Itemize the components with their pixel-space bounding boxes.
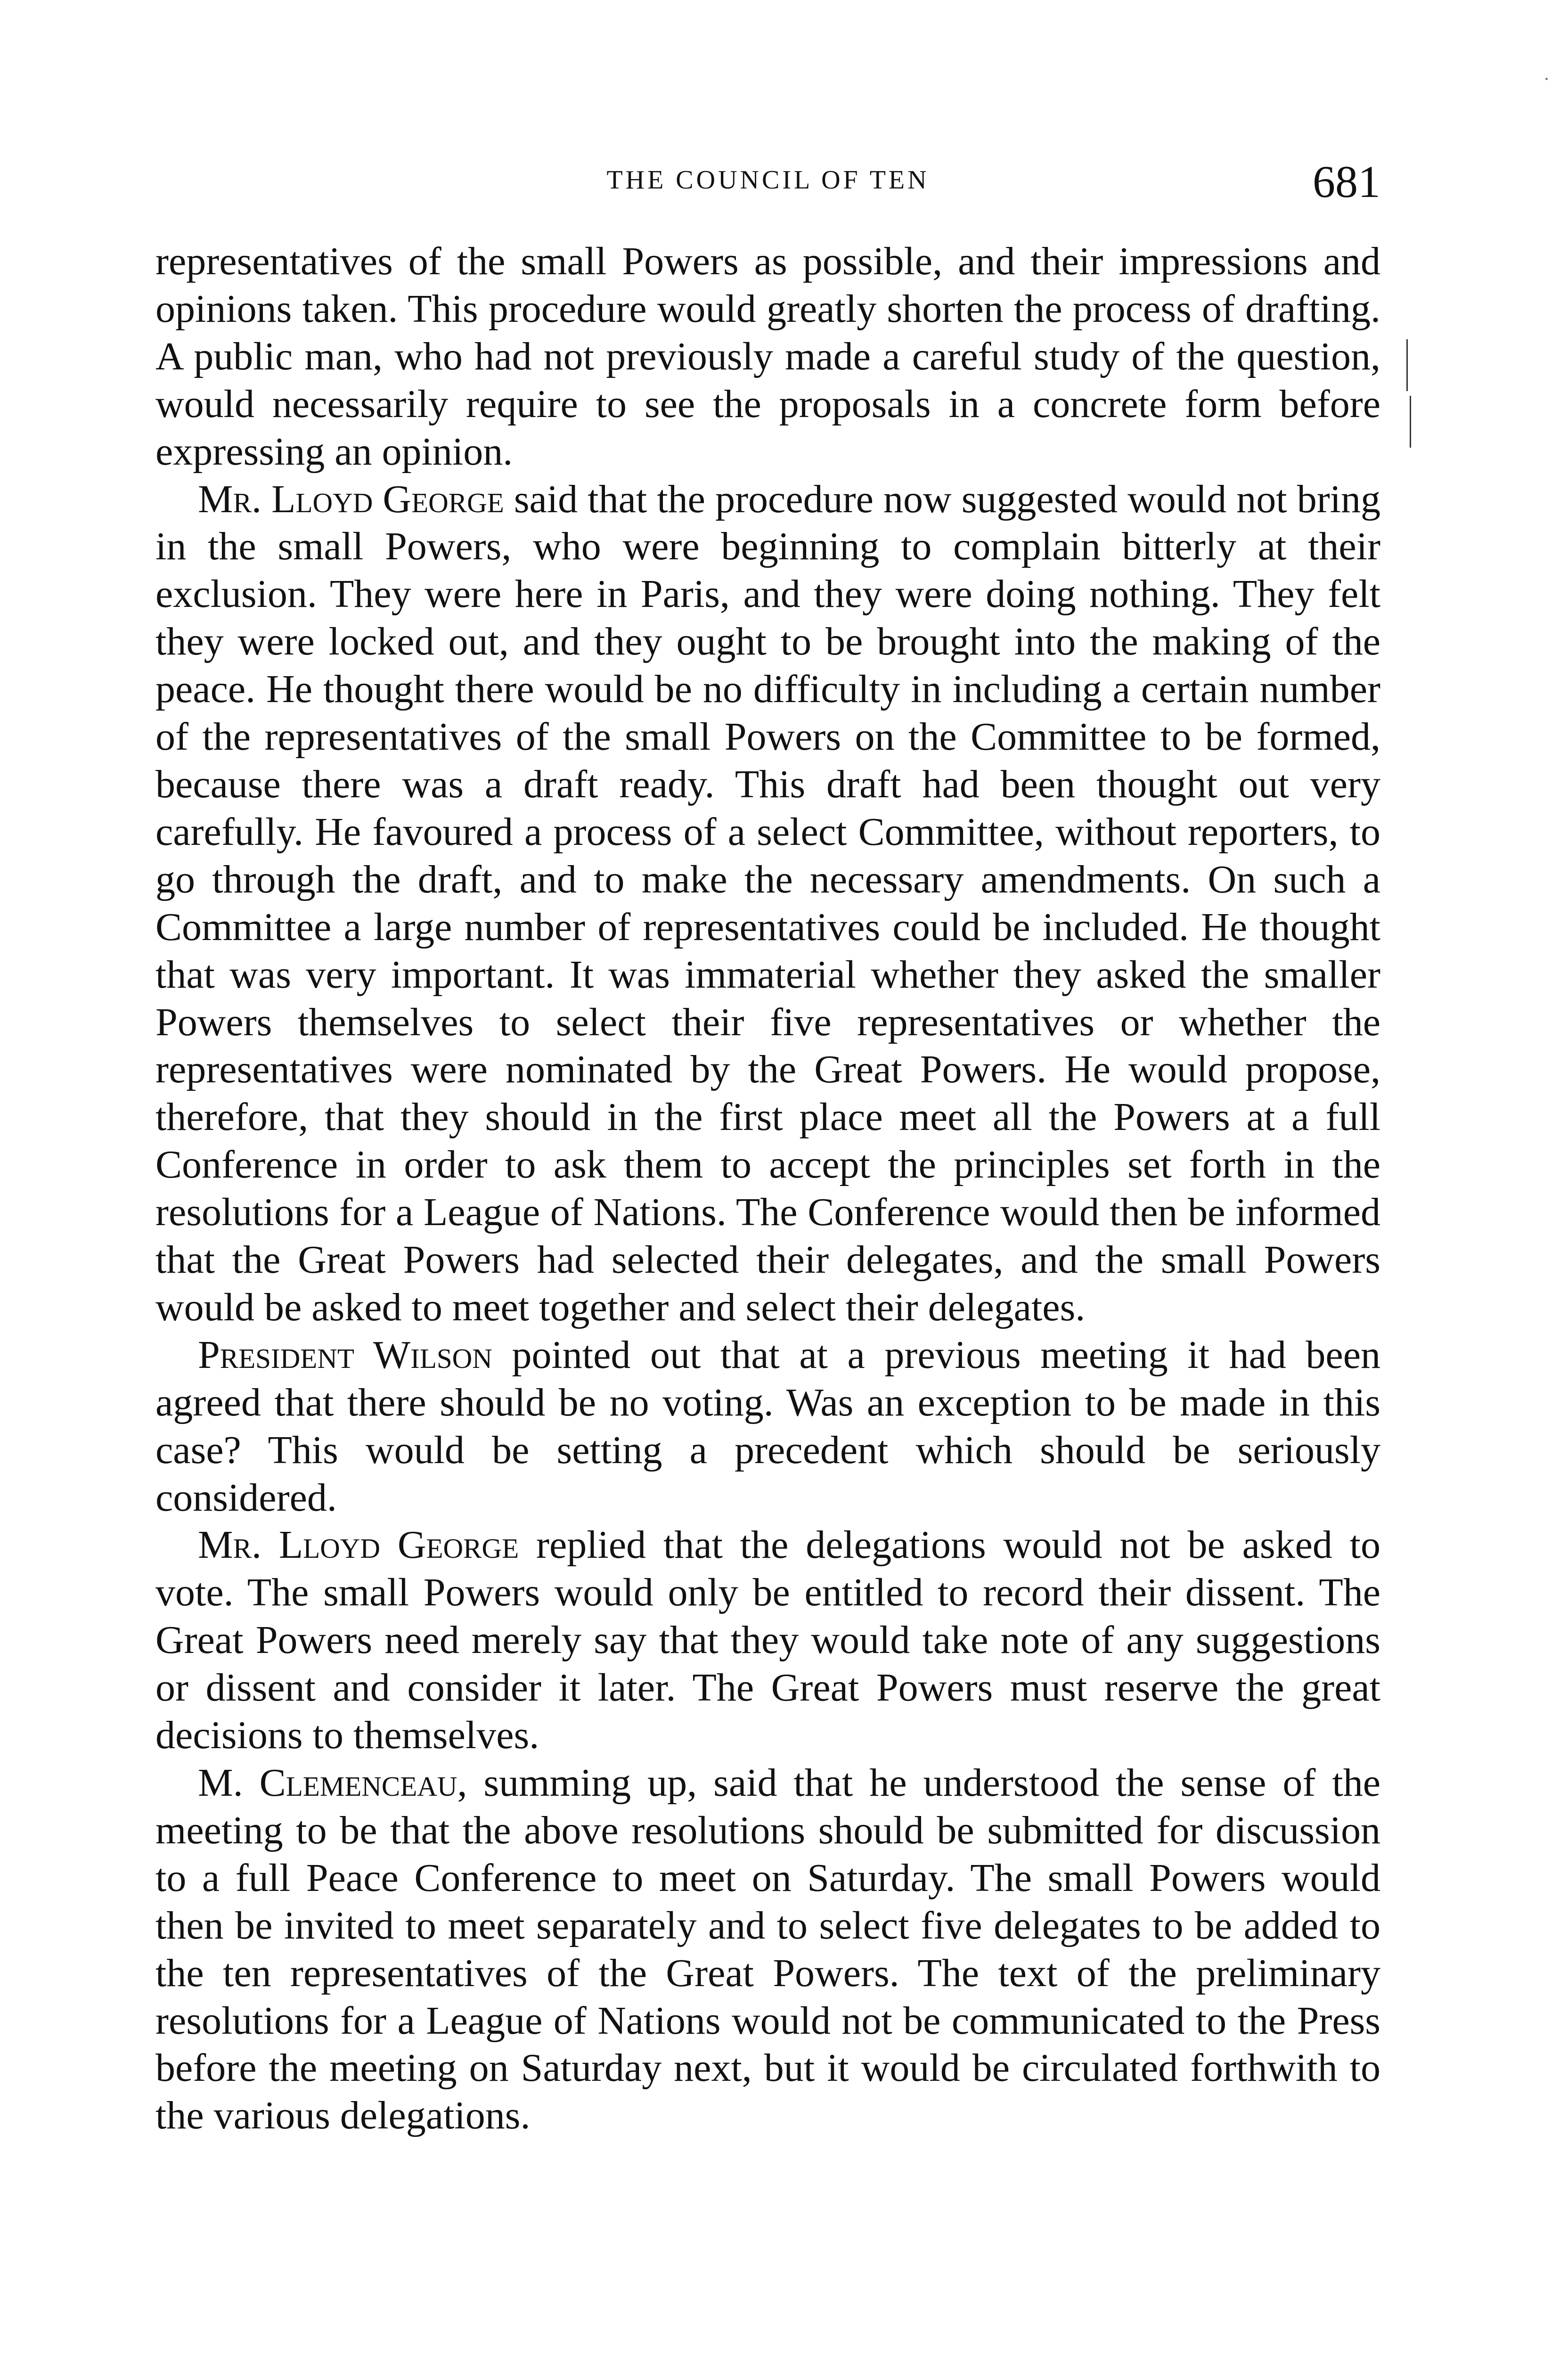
paragraph-3 [155,1332,1380,1522]
paragraph-5-text: , summing up, said that he understood the sense of the meeting to be that the above resolutions should be submitted for discussion to a full Peace Conference to meet on Saturday. The small Powers would then be invited to meet separately and to select five delegates to be added to the ten representatives of the Great Powers. The text of the preliminary resolutions for a League of Nations would not be communicated to the Press before the meeting on Saturday next, but it would be circulated forthwith to the various delegations. [155,1761,1381,2138]
paragraph-4-text: replied that the delegations would not be asked to vote. The small Powers would only be entitled to record their dissent. The Great Powers need merely say that they would take note of any suggestions or dissent and consider it later. The Great Powers must reserve the great decisions to themselves. [155,1523,1381,1758]
paragraph-2-text: said that the procedure now suggested would not bring in the small Powers, who were beginning to complain bitterly at their exclusion. They were here in Paris, and they were doing nothing. They felt they were locked out, and they ought to be brought into the making of the peace. He thought there would be no difficulty in including a certain number of the representatives of the small Powers on the Committee to be formed, because there was a draft ready. This draft had been thought out very carefully. He favoured a process of a select Committee, without reporters, to go through the draft, and to make the necessary amendments. On such a Committee a large number of representatives could be included. He thought that was very important. It was immaterial whether they asked the smaller Powers themselves to select their five representatives or whether the representatives were nominated by the Great Powers. He would propose, therefore, that they should in the first place meet all the Powers at a full Conference in order to ask them to accept the principles set forth in the resolutions for a League of Nations. The Conference would then be informed that the Great Powers had selected their delegates, and the small Powers would be asked to meet together and select their delegates. [155,477,1381,1329]
scan-speck [1545,78,1548,80]
speaker-name: Mr. Lloyd George [198,477,504,521]
speaker-name: Mr. Lloyd George [198,1523,519,1567]
speaker-name: M. Clemenceau [198,1761,457,1805]
margin-mark [1410,396,1411,448]
paragraph-1-text: representatives of the small Powers as possible, and their impressions and opinions taken. This procedure would greatly shorten the process of drafting. A public man, who had not previously made a careful study of the question, would necessarily require to see the proposals in a concrete form before expressing an opinion. [155,239,1380,474]
speaker-name: President Wilson [198,1333,492,1377]
page-number: 681 [1313,156,1380,207]
body-text [155,238,1380,2140]
paragraph-1 [155,238,1380,476]
paragraph-2 [155,476,1380,1332]
paragraph-5 [155,1759,1380,2140]
margin-mark [1406,339,1408,391]
page-header [155,155,1380,207]
paragraph-4 [155,1522,1380,1759]
running-title: THE COUNCIL OF TEN [606,165,930,195]
paragraph-3-text: pointed out that at a previous meeting it had been agreed that there should be no voting. Was an exception to be made in this case? This would be setting a precedent which should be seriously considered. [155,1333,1380,1520]
